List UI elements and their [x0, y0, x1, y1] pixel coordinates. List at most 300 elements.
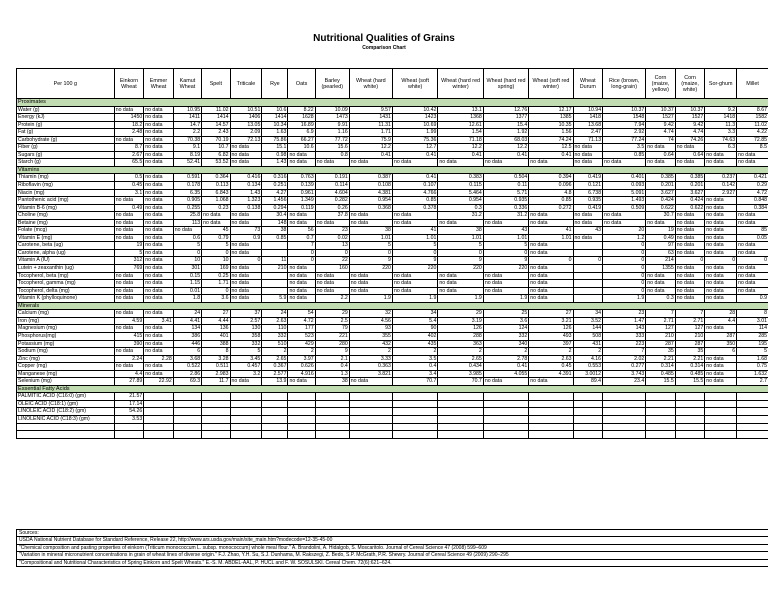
value-cell: 0.45 [114, 182, 144, 190]
value-cell: 0.848 [737, 197, 768, 205]
value-cell: 29 [438, 310, 483, 318]
value-cell [603, 415, 646, 423]
empty-cell [262, 431, 288, 439]
value-cell [349, 393, 392, 401]
value-cell: 4.4 [705, 317, 737, 325]
value-cell: 3.743 [603, 370, 646, 378]
value-cell: no data [144, 249, 174, 257]
value-cell: no data [114, 197, 144, 205]
table-row [17, 106, 768, 114]
value-cell: 14.57 [202, 121, 230, 129]
value-cell: no data [603, 212, 646, 220]
value-cell: 0.367 [262, 363, 288, 371]
column-header: Rye [262, 69, 288, 99]
value-cell: 8.22 [288, 106, 315, 114]
value-cell: no data [737, 159, 768, 167]
value-cell: 0.314 [675, 363, 705, 371]
value-cell: no data [438, 287, 483, 295]
value-cell: 2 [438, 348, 483, 356]
value-cell [202, 400, 230, 408]
value-cell: 12.61 [438, 121, 483, 129]
value-cell: no data [144, 242, 174, 250]
value-cell: 432 [349, 340, 392, 348]
value-cell: 4.16 [573, 355, 603, 363]
column-header: Triticale [230, 69, 262, 99]
value-cell [288, 400, 315, 408]
value-cell: 0.85 [262, 234, 288, 242]
value-cell: 0.23 [202, 204, 230, 212]
value-cell: 10.35 [529, 121, 573, 129]
value-cell: 493 [529, 332, 573, 340]
value-cell: 4.72 [737, 189, 768, 197]
value-cell: no data [144, 280, 174, 288]
value-cell: 1414 [202, 114, 230, 122]
value-cell: 5.71 [483, 189, 528, 197]
value-cell [262, 400, 288, 408]
value-cell: no data [315, 219, 349, 227]
value-cell: no data [349, 378, 392, 386]
table-row [17, 370, 768, 378]
value-cell: 5 [202, 242, 230, 250]
value-cell: no data [705, 295, 737, 303]
value-cell: 0.385 [646, 174, 676, 182]
value-cell: 0.093 [603, 182, 646, 190]
value-cell: 5 [173, 242, 201, 250]
value-cell: 14.7 [173, 121, 201, 129]
value-cell: 0.457 [230, 363, 262, 371]
value-cell: 0.763 [288, 174, 315, 182]
value-cell [646, 408, 676, 416]
row-label: PALMITIC ACID (C16:0) (gm) [17, 393, 115, 401]
value-cell: 0 [737, 257, 768, 265]
value-cell: 23 [315, 227, 349, 235]
value-cell: 27 [529, 310, 573, 318]
value-cell: 5 [349, 242, 392, 250]
value-cell: no data [705, 287, 737, 295]
value-cell: 2.5 [315, 317, 349, 325]
value-cell: 3.1 [114, 189, 144, 197]
value-cell: 446 [173, 340, 201, 348]
value-cell [483, 400, 528, 408]
column-header: Emmer Wheat [144, 69, 174, 99]
table-row [17, 348, 768, 356]
value-cell: 0.277 [603, 363, 646, 371]
value-cell: no data [705, 280, 737, 288]
value-cell: 8.5 [737, 144, 768, 152]
value-cell: 0.272 [529, 204, 573, 212]
value-cell: 74.24 [529, 136, 573, 144]
value-cell: 220 [392, 265, 437, 273]
value-cell: 0 [573, 257, 603, 265]
table-row [17, 182, 768, 190]
value-cell: no data [438, 272, 483, 280]
value-cell: 431 [573, 340, 603, 348]
value-cell [529, 400, 573, 408]
value-cell: no data [144, 219, 174, 227]
value-cell: 0.434 [438, 363, 483, 371]
row-label: Carbohydrate (g) [17, 136, 115, 144]
value-cell: 74.63 [705, 136, 737, 144]
value-cell: 34 [392, 310, 437, 318]
value-cell: no data [705, 219, 737, 227]
value-cell [573, 295, 603, 303]
value-cell: 1.68 [737, 355, 768, 363]
value-cell: 9.42 [646, 121, 676, 129]
value-cell: 1628 [288, 114, 315, 122]
value-cell [230, 408, 262, 416]
value-cell: 10.42 [392, 106, 437, 114]
value-cell: 70.38 [173, 136, 201, 144]
row-label: Carotene, alpha (ug) [17, 249, 115, 257]
value-cell: 1.068 [202, 197, 230, 205]
row-label: Tocopherol, beta (mg) [17, 272, 115, 280]
value-cell: 0.134 [230, 182, 262, 190]
table-row [17, 114, 768, 122]
value-cell: no data [144, 114, 174, 122]
value-cell: 2 [529, 348, 573, 356]
value-cell: 0.138 [230, 204, 262, 212]
value-cell: 56 [288, 227, 315, 235]
nutrition-table [16, 68, 768, 439]
value-cell: 24 [262, 310, 288, 318]
value-cell [483, 415, 528, 423]
value-cell: no data [349, 159, 392, 167]
value-cell: no data [144, 325, 174, 333]
header-label: Per 100 g [17, 69, 115, 99]
value-cell: 312 [114, 257, 144, 265]
table-row [17, 174, 768, 182]
value-cell: 12.17 [529, 106, 573, 114]
value-cell: 114 [737, 325, 768, 333]
value-cell: 1.43 [230, 189, 262, 197]
value-cell: 350 [705, 340, 737, 348]
value-cell: no data [573, 144, 603, 152]
value-cell: 4.391 [529, 370, 573, 378]
value-cell: no data [392, 219, 437, 227]
value-cell: 13.9 [262, 378, 288, 386]
value-cell: no data [737, 151, 768, 159]
value-cell: 11.02 [202, 106, 230, 114]
value-cell: 0.416 [230, 174, 262, 182]
empty-cell [737, 431, 768, 439]
value-cell: 0.107 [392, 182, 437, 190]
value-cell: no data [230, 265, 262, 273]
value-cell: 13.05 [230, 121, 262, 129]
value-cell: 4.56 [349, 317, 392, 325]
value-cell: 74.26 [675, 136, 705, 144]
value-cell: 1.15 [173, 280, 201, 288]
value-cell: 2.1 [315, 355, 349, 363]
value-cell: no data [603, 159, 646, 167]
value-cell: no data [114, 348, 144, 356]
value-cell: no data [646, 272, 676, 280]
page-subtitle: Comparison Chart [362, 45, 406, 51]
value-cell [202, 393, 230, 401]
value-cell: 0 [173, 249, 201, 257]
value-cell: 3.41 [144, 317, 174, 325]
value-cell: no data [144, 136, 174, 144]
value-cell [737, 415, 768, 423]
value-cell: 1.9 [483, 295, 528, 303]
value-cell: 3.52 [573, 317, 603, 325]
value-cell: 2.28 [144, 355, 174, 363]
value-cell: 12.5 [529, 144, 573, 152]
value-cell: 0.9 [230, 234, 262, 242]
value-cell: 1355 [646, 265, 676, 273]
empty-cell [315, 423, 349, 431]
value-cell: 0.255 [173, 204, 201, 212]
value-cell: 210 [646, 332, 676, 340]
value-cell: 2.2 [173, 129, 201, 137]
value-cell: 9 [483, 257, 528, 265]
table-row [17, 197, 768, 205]
value-cell: 0.096 [529, 182, 573, 190]
value-cell [144, 408, 174, 416]
value-cell: 415 [114, 332, 144, 340]
value-cell: 10.6 [262, 106, 288, 114]
value-cell: 1.99 [392, 129, 437, 137]
row-label: Fat (g) [17, 129, 115, 137]
row-label: Choline (mg) [17, 212, 115, 220]
value-cell: 0.622 [646, 204, 676, 212]
column-header: Wheat (soft white) [392, 69, 437, 99]
value-cell [144, 400, 174, 408]
value-cell: 1.9 [603, 295, 646, 303]
value-cell: 4.74 [675, 129, 705, 137]
value-cell: 5.9 [262, 295, 288, 303]
empty-cell [173, 423, 201, 431]
value-cell: no data [705, 227, 737, 235]
table-row [17, 257, 768, 265]
value-cell: 4.381 [349, 189, 392, 197]
value-cell: 1527 [675, 114, 705, 122]
value-cell: 2 [483, 348, 528, 356]
column-header: Sor-ghum [705, 69, 737, 99]
value-cell: 0.01 [173, 287, 201, 295]
value-cell: 1473 [315, 114, 349, 122]
value-cell: 1406 [230, 114, 262, 122]
value-cell [438, 400, 483, 408]
value-cell [288, 393, 315, 401]
value-cell: 12.2 [483, 144, 528, 152]
value-cell: 402 [392, 332, 437, 340]
row-label: Manganese (mg) [17, 370, 115, 378]
empty-cell [529, 431, 573, 439]
table-row [17, 144, 768, 152]
value-cell: 0 [349, 249, 392, 257]
value-cell: 130 [230, 325, 262, 333]
empty-cell [315, 431, 349, 439]
value-cell: 7 [646, 310, 676, 318]
value-cell: no data [144, 106, 174, 114]
value-cell: no data [114, 212, 144, 220]
value-cell: no data [529, 378, 573, 386]
value-cell: no data [230, 378, 262, 386]
empty-cell [17, 431, 115, 439]
column-header: Oats [288, 69, 315, 99]
value-cell: 0.3 [438, 204, 483, 212]
value-cell: 1.63 [262, 129, 288, 137]
value-cell: no data [144, 227, 174, 235]
value-cell: 0.113 [202, 182, 230, 190]
row-label: Thiamin (mg) [17, 174, 115, 182]
value-cell: no data [315, 280, 349, 288]
value-cell: no data [349, 272, 392, 280]
value-cell: 12.7 [392, 144, 437, 152]
value-cell: no data [705, 325, 737, 333]
value-cell: 1385 [529, 114, 573, 122]
value-cell: 0 [603, 272, 646, 280]
value-cell: 110 [262, 325, 288, 333]
value-cell: 35 [675, 348, 705, 356]
empty-cell [349, 423, 392, 431]
value-cell: no data [349, 212, 392, 220]
value-cell: 0.119 [288, 204, 315, 212]
value-cell: 25.8 [173, 212, 201, 220]
value-cell: 288 [438, 332, 483, 340]
value-cell: no data [675, 287, 705, 295]
value-cell: 0.294 [262, 204, 288, 212]
value-cell: 66.27 [288, 136, 315, 144]
value-cell [392, 393, 437, 401]
value-cell: 0.7 [288, 234, 315, 242]
value-cell: 65.5 [114, 159, 144, 167]
value-cell: 22.92 [144, 378, 174, 386]
value-cell: no data [646, 144, 676, 152]
value-cell: 3.53 [114, 415, 144, 423]
value-cell [573, 393, 603, 401]
value-cell: 134 [173, 325, 201, 333]
value-cell: 8.67 [737, 106, 768, 114]
value-cell: 9.1 [173, 144, 201, 152]
table-row [17, 378, 768, 386]
value-cell: no data [392, 212, 437, 220]
value-cell: 6 [173, 348, 201, 356]
value-cell: 0.935 [483, 197, 528, 205]
value-cell: no data [529, 265, 573, 273]
value-cell: 0.626 [288, 363, 315, 371]
value-cell: 31.2 [483, 212, 528, 220]
value-cell [315, 400, 349, 408]
value-cell: 2.7 [737, 378, 768, 386]
value-cell: 0.383 [438, 174, 483, 182]
value-cell: 8.19 [173, 151, 201, 159]
value-cell: 435 [392, 340, 437, 348]
value-cell: 6.843 [202, 189, 230, 197]
empty-cell [705, 423, 737, 431]
value-cell: no data [675, 219, 705, 227]
value-cell: no data [230, 219, 262, 227]
value-cell: 21.57 [114, 393, 144, 401]
value-cell: 0 [202, 249, 230, 257]
value-cell: 0.41 [529, 151, 573, 159]
value-cell: 0.378 [392, 204, 437, 212]
empty-cell [573, 431, 603, 439]
value-cell [392, 400, 437, 408]
value-cell: no data [573, 234, 603, 242]
empty-cell [392, 431, 437, 439]
value-cell: no data [705, 159, 737, 167]
value-cell: 0.26 [315, 204, 349, 212]
value-cell: 89.4 [573, 378, 603, 386]
value-cell: 45 [202, 227, 230, 235]
value-cell: no data [737, 219, 768, 227]
value-cell: 43 [573, 227, 603, 235]
row-label: Starch (g) [17, 159, 115, 167]
value-cell [737, 400, 768, 408]
value-cell: 10.7 [202, 144, 230, 152]
value-cell: 70.7 [392, 378, 437, 386]
empty-cell [646, 423, 676, 431]
table-row [17, 242, 768, 250]
value-cell: 388 [202, 340, 230, 348]
empty-cell [288, 431, 315, 439]
source-line: USDA National Nutrient Database for Standard Reference, Release 22, http://www.ars.usda.gov/main/site_main.htm?modecode=12-35-45-00 [17, 537, 768, 544]
value-cell: 35 [646, 348, 676, 356]
value-cell: 0.553 [573, 363, 603, 371]
value-cell: no data [392, 159, 437, 167]
value-cell: no data [349, 280, 392, 288]
value-cell: 54.26 [114, 408, 144, 416]
value-cell [230, 400, 262, 408]
value-cell: no data [646, 287, 676, 295]
value-cell: 1.01 [529, 234, 573, 242]
value-cell: 0.485 [675, 370, 705, 378]
value-cell: 2.02 [603, 355, 646, 363]
table-row [17, 159, 768, 167]
value-cell: 1.54 [438, 129, 483, 137]
value-cell: 0.485 [646, 370, 676, 378]
value-cell: 333 [603, 332, 646, 340]
value-cell: 7.94 [603, 121, 646, 129]
value-cell: no data [646, 159, 676, 167]
value-cell: 1527 [646, 114, 676, 122]
value-cell: 10.37 [646, 106, 676, 114]
value-cell: 221 [315, 332, 349, 340]
value-cell: 2 [573, 348, 603, 356]
value-cell: no data [705, 370, 737, 378]
value-cell: no data [173, 227, 201, 235]
value-cell: 3.0012 [573, 370, 603, 378]
value-cell: 390 [114, 340, 144, 348]
value-cell [173, 400, 201, 408]
value-cell: 1.3 [315, 370, 349, 378]
value-cell: 0 [603, 257, 646, 265]
value-cell: 85 [737, 227, 768, 235]
value-cell: 3.33 [349, 355, 392, 363]
section-title: Proximates [17, 99, 768, 107]
row-label: Niacin (mg) [17, 189, 115, 197]
value-cell: no data [114, 272, 144, 280]
value-cell [603, 400, 646, 408]
value-cell: no data [737, 287, 768, 295]
value-cell: 12.76 [483, 106, 528, 114]
table-row [17, 249, 768, 257]
value-cell: no data [144, 272, 174, 280]
value-cell [737, 408, 768, 416]
row-label: Vitamin E (mg) [17, 234, 115, 242]
value-cell: no data [705, 234, 737, 242]
value-cell: 15.6 [315, 144, 349, 152]
value-cell: 126 [438, 325, 483, 333]
value-cell: no data [349, 219, 392, 227]
value-cell: 355 [349, 332, 392, 340]
value-cell: 2.65 [262, 355, 288, 363]
value-cell: 3.21 [529, 317, 573, 325]
value-cell: 0.45 [529, 363, 573, 371]
value-cell: no data [675, 227, 705, 235]
value-cell: 3.45 [230, 355, 262, 363]
